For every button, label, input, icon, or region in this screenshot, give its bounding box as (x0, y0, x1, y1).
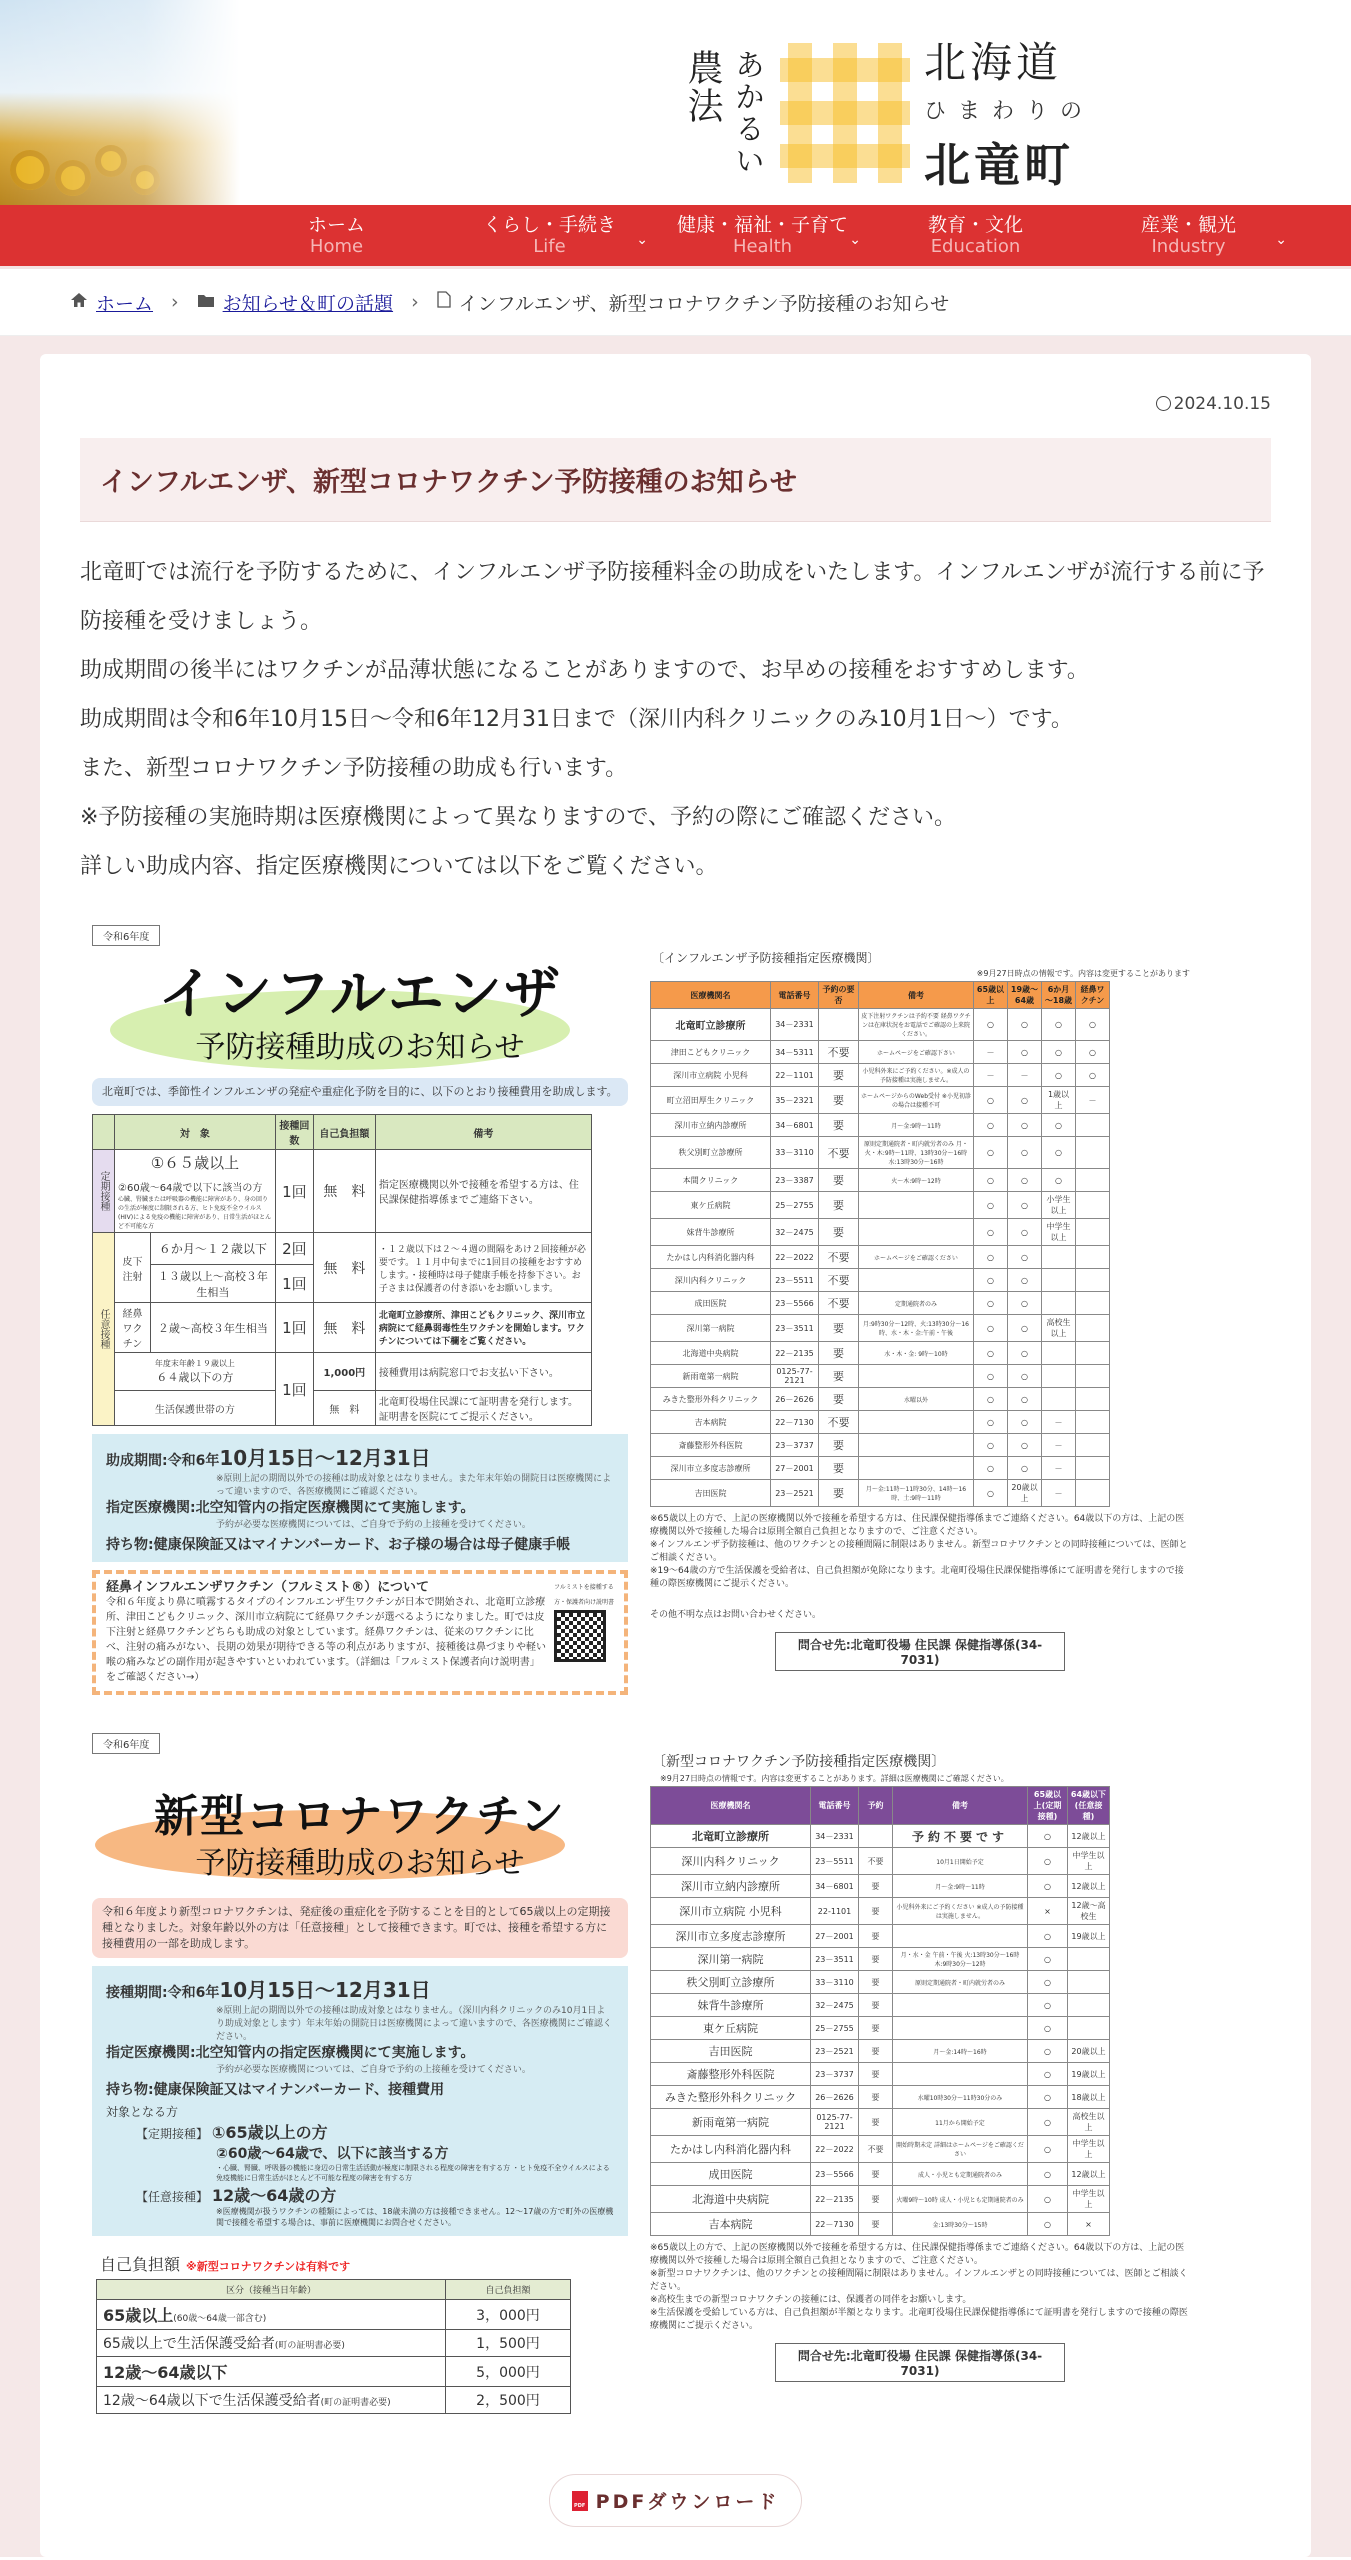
home-icon (70, 292, 88, 313)
pdf-download-button[interactable] (549, 2474, 803, 2527)
article-intro (80, 548, 1271, 891)
table-row: 深川市立病院 小児科 22－1101 要 小児科外来にご予約ください。※成人の予防接種は実施しません。 － － ○ ○ (651, 1064, 1110, 1087)
table-row: 秩父別町立診療所 33－3110 要 原則定期通院者・町内就労者のみ ○ (651, 1971, 1110, 1994)
nav-label-en: Education (930, 236, 1021, 257)
page-body (0, 336, 1351, 2557)
document-icon (437, 291, 451, 313)
table-row: 妹背牛診療所 32－2475 要 ○ (651, 1994, 1110, 2017)
table-row: 吉田医院 23－2521 要 月～金:14時～16時 ○ 20歳以上 (651, 2040, 1110, 2063)
nav-label-ja: ホーム (307, 214, 365, 236)
table-row: 深川第一病院 23－3511 要 月・水・金 午前・午後 火:13時30分～16時 木:9時30分～12時 ○ (651, 1948, 1110, 1971)
table-row: 斎藤整形外科医院 23－3737 要 ○ 19歳以上 (651, 2063, 1110, 2086)
nav-item-life[interactable] (443, 214, 656, 257)
intro-paragraph: 助成期間は令和6年10月15日～令和6年12月31日まで（深川内科クリニックのみ10月1日～）です。 (80, 707, 1073, 732)
table-row: 深川市立納内診療所 34－6801 要 月～金:9時～11時 ○ 12歳以上 (651, 1875, 1110, 1898)
flu-subsidy-table: 対 象 接種回数 自己負担額 備考 定期接種 ①６５歳以上 ②60歳～64歳で以下に該当の方 心臓、腎臓または呼吸器の機能に障害があり、身の回りの生活が極度に制限される方、ヒト免疫不全ウイルス(HIV)による免疫の機能に障害があり、日常生活がほとんど不可能な方 1回 無 料 指定医療機関以外で接種を希望する方は、住民課保健指導係までご連絡下さい。 任意接種 皮下注射 ６か月～１２歳以下 2回 無 料 ・１２歳以下は２～４週の間隔をあけ２回接種が必要です。１１月中旬までに1回目の接種をおすすめします。・接種時は母子健康手帳を持参下さい。お子さまは保護者の付き添いをお願いします。 １３歳以上～高校３年生相当 1回 経鼻ワクチン ２歳～高校３年生相当 1回 無 料 北竜町立診療所、津田こどもクリニック、深川市立病院にて経鼻弱毒性生ワクチンを開始します。ワクチンについては下欄をご覧ください。 年度末年齢１９歳以上 ６４歳以下の方 1回 1,000円 接種費用は病院窓口でお支払い下さい。 生活保護世帯の方 無 料 北竜町役場住民課にて証明書を発行します。証明書を医院にてご提示ください。 (92, 1114, 592, 1426)
flu-flyer-image[interactable] (80, 921, 640, 1703)
table-row: 吉本病院 22－7130 不要 ○ ○ － (651, 1411, 1110, 1434)
table-row: みきた整形外科クリニック 26－2626 要 水曜10時30分～11時30分のみ ○ 18歳以上 (651, 2086, 1110, 2109)
covid-institutions-image[interactable]: 〔新型コロナワクチン予防接種指定医療機関〕 ※9月27日時点の情報です。内容は変更することがあります。詳細は医療機関にご確認ください。 医療機関名 電話番号 予約 備考 65歳以上(定期接種) 64歳以下(任意接種) 北竜町立診療所 34－2331 予約不要です ○ 12歳以上 深川内科クリニック 23－5511 不要 10月1日開始予定 ○ 中学生以上 深川市立納内診療所 34－6801 要 月～金:9時～11時 ○ 12歳以上 深川市立病院 小児科 22-1101 要 小児科外来にご予約ください ※成人の予防接種は実施しません。 × 12歳～高校生 深川市立多度志診療所 27－2001 要 ○ 19歳以上 深川第一病院 23－3511 要 月・水・金 午前・午後 火:13時30分～16時 木:9時30分～12時 ○ 秩父別町立診療所 33－3110 要 原則定期通院者・町内就労者のみ ○ 妹背牛診療所 32－2475 要 ○ 東ケ丘病院 25－2755 要 ○ 吉田医院 23－2521 要 月～金:14時～16時 ○ 20歳以上 斎藤整形外科医院 23－3737 要 ○ 19歳以上 みきた整形外科クリニック 26－2626 要 水曜10時30分～11時30分のみ ○ 18歳以上 新雨竜第一病院 0125-77-2121 要 11月から開始予定 ○ 高校生以上 たかはし内科消化器内科 22－2022 不要 開始時期未定 詳細はホームページをご確認ください ○ 中学生以上 成田医院 23－5566 要 成人・小児とも定期通院者のみ ○ 12歳以上 北海道中央病院 22－2135 要 火曜9時～10時 成人・小児とも定期通院者のみ ○ 中学生以上 吉本病院 22－7130 要 金:13時30分～15時 ○ × ※65歳以上の方で、上記の医療機関以外で接種を希望する方は、住民課保健指導係までご連絡ください。64歳以下の方は、上記の医療機関以外で接種した場合は原則全額自己負担となりますので、ご注意ください。 ※新型コロナワクチンは、他のワクチンとの接種間隔に制限はありません。インフルエンザとの同時接種については、医師とご相談ください。 ※高校生までの新型コロナワクチンの接種には、保護者の同伴をお願いします。 ※生活保護を受給している方は、自己負担額が半額となります。北竜町役場住民課保健指導係にて証明書を発行しますので接種の際医療機関にご提示ください。 問合せ先:北竜町役場 住民課 保健指導係(34-7031) (640, 1703, 1200, 2414)
nav-label-ja: 健康・福祉・子育て (676, 214, 848, 236)
global-nav (0, 205, 1351, 269)
flyer-grid (80, 921, 1271, 2414)
table-row: 12歳～64歳以下で生活保護受給者(町の証明書必要) 2，500円 (97, 2387, 571, 2414)
logo-town-name (924, 30, 1094, 195)
table-row: 北海道中央病院 22－2135 要 水・木・金: 9時～10時 ○ ○ (651, 1342, 1110, 1365)
folder-icon (197, 292, 215, 313)
table-row: 斎藤整形外科医院 23－3737 要 ○ ○ － (651, 1434, 1110, 1457)
site-header (0, 0, 1351, 205)
chevron-down-icon: ⌄ (1275, 232, 1287, 248)
flumist-box: 経鼻インフルエンザワクチン（フルミスト®）について 令和６年度より鼻に噴霧するタイプのインフルエンザ生ワクチンが日本で開始され、北竜町立診療所、津田こどもクリニック、深川市立病院にて経鼻ワクチンが選べるようになりました。町では皮下注射と経鼻ワクチンどちらも助成の対象としています。経鼻ワクチンは、従来のワクチンに比べ、注射の痛みがない、長期の効果が期待できる等の利点がありますが、接種後は鼻づまりや軽い喉の痛みなどの副作用が起きやすいといわれています。（詳細は「フルミスト保護者向け説明書」をご確認ください→） フルミストを接種する方・保護者向け説明書 (92, 1570, 628, 1695)
sunflower-hero-image (0, 0, 240, 205)
logo-town: 北竜町 (924, 138, 1074, 192)
table-row: 北竜町立診療所 34－2331 予約不要です ○ 12歳以上 (651, 1825, 1110, 1848)
nav-label-ja: 教育・文化 (927, 214, 1023, 236)
table-row: 東ケ丘病院 25－2755 要 ○ (651, 2017, 1110, 2040)
table-row: 津田こどもクリニック 34－5311 不要 ホームページをご確認下さい － ○ ○ ○ (651, 1041, 1110, 1064)
table-row: 北海道中央病院 22－2135 要 火曜9時～10時 成人・小児とも定期通院者のみ ○ 中学生以上 (651, 2186, 1110, 2213)
table-row: 深川市立多度志診療所 27－2001 要 ○ ○ － (651, 1457, 1110, 1480)
fee-title: 自己負担額 ※新型コロナワクチンは有料です (100, 2255, 351, 2274)
table-row: 深川第一病院 23－3511 要 月:9時30分～12時、火:13時30分～16時、水・木・金:午前・午後 ○ ○ 高校生以上 (651, 1315, 1110, 1342)
table-row: 深川内科クリニック 23－5511 不要 10月1日開始予定 ○ 中学生以上 (651, 1848, 1110, 1875)
table-row: 12歳～64歳以下 5，000円 (97, 2357, 571, 2387)
nav-label-en: Health (732, 236, 793, 257)
logo-slogan (682, 49, 766, 177)
table-row: 深川市立病院 小児科 22-1101 要 小児科外来にご予約ください ※成人の予防接種は実施しません。 × 12歳～高校生 (651, 1898, 1110, 1925)
table-row: 65歳以上(60歳～64歳一部含む) 3，000円 (97, 2300, 571, 2330)
pdf-download-label: PDFダウンロード (595, 2491, 780, 2513)
flu-flyer-subtitle: 予防接種助成のお知らせ (195, 1030, 525, 1065)
covid-institutions-table: 医療機関名 電話番号 予約 備考 65歳以上(定期接種) 64歳以下(任意接種) 北竜町立診療所 34－2331 予約不要です ○ 12歳以上 深川内科クリニック 23－5511 不要 10月1日開始予定 ○ 中学生以上 深川市立納内診療所 34－6801 要 月～金:9時～11時 ○ 12歳以上 深川市立病院 小児科 22-1101 要 小児科外来にご予約ください ※成人の予防接種は実施しません。 × 12歳～高校生 深川市立多度志診療所 27－2001 要 ○ 19歳以上 深川第一病院 23－3511 要 月・水・金 午前・午後 火:13時30分～16時 木:9時30分～12時 ○ 秩父別町立診療所 33－3110 要 原則定期通院者・町内就労者のみ ○ 妹背牛診療所 32－2475 要 ○ 東ケ丘病院 25－2755 要 ○ 吉田医院 23－2521 要 月～金:14時～16時 ○ 20歳以上 斎藤整形外科医院 23－3737 要 ○ 19歳以上 みきた整形外科クリニック 26－2626 要 水曜10時30分～11時30分のみ ○ 18歳以上 新雨竜第一病院 0125-77-2121 要 11月から開始予定 ○ 高校生以上 たかはし内科消化器内科 22－2022 不要 開始時期未定 詳細はホームページをご確認ください ○ 中学生以上 成田医院 23－5566 要 成人・小児とも定期通院者のみ ○ 12歳以上 北海道中央病院 22－2135 要 火曜9時～10時 成人・小児とも定期通院者のみ ○ 中学生以上 吉本病院 22－7130 要 金:13時30分～15時 ○ × (650, 1786, 1110, 2236)
nav-label-en: Industry (1151, 236, 1226, 257)
year-tag: 令和6年度 (92, 925, 160, 946)
table-row: 深川市立納内診療所 34－6801 要 月～金:9時～11時 ○ ○ ○ (651, 1114, 1110, 1137)
intro-paragraph: 助成期間の後半にはワクチンが品薄状態になることがありますので、お早めの接種をおすすめします。 (80, 658, 1089, 683)
logo-slogan-col2: あかるい (729, 48, 764, 177)
table-row: 吉田医院 23－2521 要 月～金:11時～11時30分、14時～16時、土:9時～11時 ○ 20歳以上 － (651, 1480, 1110, 1507)
logo-slogan-col1: 農法 (682, 48, 723, 125)
table-row: 吉本病院 22－7130 要 金:13時30分～15時 ○ × (651, 2213, 1110, 2236)
nav-label-en: Home (309, 236, 364, 257)
flu-institutions-image[interactable]: 〔インフルエンザ予防接種指定医療機関〕 ※9月27日時点の情報です。内容は変更することがあります 医療機関名 電話番号 予約の要否 備考 65歳以上 19歳～64歳 6か月～18歳 経鼻ワクチン 北竜町立診療所 34－2331 皮下注射ワクチンは予約不要 経鼻ワクチンは在庫状況をお電話でご確認の上来院ください。 ○ ○ ○ ○ 津田こどもクリニック 34－5311 不要 ホームページをご確認下さい － ○ ○ ○ 深川市立病院 小児科 22－1101 要 小児科外来にご予約ください。※成人の予防接種は実施しません。 － － ○ ○ 町立沼田厚生クリニック 35－2321 要 ホームページからのWeb受付 ※小児初診の場合は接種不可 ○ ○ 1歳以上 － 深川市立納内診療所 34－6801 要 月～金:9時～11時 ○ ○ ○ 秩父別町立診療所 33－3110 不要 原則定期通院者・町内就労者のみ 月・火・木:9時～11時、13時30分～16時 水:13時30分～16時 ○ ○ ○ 本間クリニック 23－3387 要 火～木:9時～12時 ○ ○ ○ 東ケ丘病院 25－2755 要 ○ ○ 小学生以上 妹背牛診療所 32－2475 要 ○ ○ 中学生以上 たかはし内科消化器内科 22－2022 不要 ホームページをご確認ください ○ ○ 深川内科クリニック 23－5511 不要 ○ ○ 成田医院 23－5566 不要 定期通院者のみ ○ ○ 深川第一病院 23－3511 要 月:9時30分～12時、火:13時30分～16時、水・木・金:午前・午後 ○ ○ 高校生以上 北海道中央病院 22－2135 要 水・木・金: 9時～10時 ○ ○ 新雨竜第一病院 0125-77-2121 要 ○ ○ みきた整形外科クリニック 26－2626 要 水曜以外 ○ ○ 吉本病院 22－7130 不要 ○ ○ － 斎藤整形外科医院 23－3737 要 ○ ○ － 深川市立多度志診療所 27－2001 要 ○ ○ － 吉田医院 23－2521 要 月～金:11時～11時30分、14時～16時、土:9時～11時 ○ 20歳以上 － ※65歳以上の方で、上記の医療機関以外で接種を希望する方は、住民課保健指導係までご連絡ください。64歳以下の方は、上記の医療機関以外で接種した場合は原則全額自己負担となりますので、ご注意ください。 ※インフルエンザ予防接種は、他のワクチンとの接種間隔に制限はありません。新型コロナワクチンとの同時接種については、医師とご相談ください。 ※19～64歳の方で生活保護を受給者は、自己負担額が免除になります。北竜町役場住民課保健指導係にて証明書を発行しますので接種の際医療機関にご提示ください。 その他不明な点はお問い合わせください。 問合せ先:北竜町役場 住民課 保健指導係(34-7031) (640, 921, 1200, 1703)
nav-item-education[interactable] (869, 214, 1082, 257)
table-row: みきた整形外科クリニック 26－2626 要 水曜以外 ○ ○ (651, 1388, 1110, 1411)
table-row: 本間クリニック 23－3387 要 火～木:9時～12時 ○ ○ ○ (651, 1169, 1110, 1192)
flu-footnotes: ※65歳以上の方で、上記の医療機関以外で接種を希望する方は、住民課保健指導係までご連絡ください。64歳以下の方は、上記の医療機関以外で接種した場合は原則全額自己負担となりますので、ご注意ください。 ※インフルエンザ予防接種は、他のワクチンとの接種間隔に制限はありません。新型コロナワクチンとの同時接種については、医師とご相談ください。 ※19～64歳の方で生活保護を受給者は、自己負担額が免除になります。北竜町役場住民課保健指導係にて証明書を発行しますので接種の際医療機関にご提示ください。 その他不明な点はお問い合わせください。 (650, 1514, 1188, 1620)
intro-paragraph: 詳しい助成内容、指定医療機関については以下をご覧ください。 (80, 854, 718, 879)
intro-paragraph: ※予防接種の実施時期は医療機関によって異なりますので、予約の際にご確認ください。 (80, 805, 956, 830)
table-row: 秩父別町立診療所 33－3110 不要 原則定期通院者・町内就労者のみ 月・火・木:9時～11時、13時30分～16時 水:13時30分～16時 ○ ○ ○ (651, 1137, 1110, 1169)
download-area (80, 2474, 1271, 2527)
nav-label-en: Life (533, 236, 566, 257)
table-row: 新雨竜第一病院 0125-77-2121 要 11月から開始予定 ○ 高校生以上 (651, 2109, 1110, 2136)
table-row: 成田医院 23－5566 要 成人・小児とも定期通院者のみ ○ 12歳以上 (651, 2163, 1110, 2186)
chevron-down-icon: ⌄ (849, 232, 861, 248)
breadcrumb-separator: › (171, 291, 179, 313)
logo-tagline: ひまわりの (924, 99, 1095, 124)
chevron-down-icon: ⌄ (636, 232, 648, 248)
article-card (40, 354, 1311, 2557)
covid-footnotes: ※65歳以上の方で、上記の医療機関以外で接種を希望する方は、住民課保健指導係までご連絡ください。64歳以下の方は、上記の医療機関以外で接種した場合は原則全額自己負担となりますので、ご注意ください。 ※新型コロナワクチンは、他のワクチンとの接種間隔に制限はありません。インフルエンザとの同時接種については、医師とご相談ください。 ※高校生までの新型コロナワクチンの接種には、保護者の同伴をお願いします。 ※生活保護を受給している方は、自己負担額が半額となります。北竜町役場住民課保健指導係にて証明書を発行しますので接種の際医療機関にご提示ください。 (650, 2243, 1188, 2331)
logo-prefecture: 北海道 (924, 38, 1063, 87)
post-date (80, 394, 1271, 414)
gingham-logo-mark (780, 43, 910, 183)
intro-paragraph: 北竜町では流行を予防するために、インフルエンザ予防接種料金の助成をいたします。インフルエンザが流行する前に予防接種を受けましょう。 (80, 560, 1265, 634)
table-row: 新雨竜第一病院 0125-77-2121 要 ○ ○ (651, 1365, 1110, 1388)
contact-box: 問合せ先:北竜町役場 住民課 保健指導係(34-7031) (775, 2343, 1065, 2382)
table-row: 深川内科クリニック 23－5511 不要 ○ ○ (651, 1269, 1110, 1292)
flu-institutions-table: 医療機関名 電話番号 予約の要否 備考 65歳以上 19歳～64歳 6か月～18歳 経鼻ワクチン 北竜町立診療所 34－2331 皮下注射ワクチンは予約不要 経鼻ワクチンは在庫状況をお電話でご確認の上来院ください。 ○ ○ ○ ○ 津田こどもクリニック 34－5311 不要 ホームページをご確認下さい － ○ ○ ○ 深川市立病院 小児科 22－1101 要 小児科外来にご予約ください。※成人の予防接種は実施しません。 － － ○ ○ 町立沼田厚生クリニック 35－2321 要 ホームページからのWeb受付 ※小児初診の場合は接種不可 ○ ○ 1歳以上 － 深川市立納内診療所 34－6801 要 月～金:9時～11時 ○ ○ ○ 秩父別町立診療所 33－3110 不要 原則定期通院者・町内就労者のみ 月・火・木:9時～11時、13時30分～16時 水:13時30分～16時 ○ ○ ○ 本間クリニック 23－3387 要 火～木:9時～12時 ○ ○ ○ 東ケ丘病院 25－2755 要 ○ ○ 小学生以上 妹背牛診療所 32－2475 要 ○ ○ 中学生以上 たかはし内科消化器内科 22－2022 不要 ホームページをご確認ください ○ ○ 深川内科クリニック 23－5511 不要 ○ ○ 成田医院 23－5566 不要 定期通院者のみ ○ ○ 深川第一病院 23－3511 要 月:9時30分～12時、火:13時30分～16時、水・木・金:午前・午後 ○ ○ 高校生以上 北海道中央病院 22－2135 要 水・木・金: 9時～10時 ○ ○ 新雨竜第一病院 0125-77-2121 要 ○ ○ みきた整形外科クリニック 26－2626 要 水曜以外 ○ ○ 吉本病院 22－7130 不要 ○ ○ － 斎藤整形外科医院 23－3737 要 ○ ○ － 深川市立多度志診療所 27－2001 要 ○ ○ － 吉田医院 23－2521 要 月～金:11時～11時30分、14時～16時、土:9時～11時 ○ 20歳以上 － (650, 981, 1110, 1507)
qr-code (554, 1610, 606, 1662)
breadcrumb-category-link[interactable]: お知らせ＆町の話題 (222, 292, 394, 315)
table-row: 深川市立多度志診療所 27－2001 要 ○ 19歳以上 (651, 1925, 1110, 1948)
table-row: 町立沼田厚生クリニック 35－2321 要 ホームページからのWeb受付 ※小児初診の場合は接種不可 ○ ○ 1歳以上 － (651, 1087, 1110, 1114)
table-row: たかはし内科消化器内科 22－2022 不要 開始時期未定 詳細はホームページをご確認ください ○ 中学生以上 (651, 2136, 1110, 2163)
covid-flyer-subtitle: 予防接種助成のお知らせ (195, 1846, 525, 1881)
breadcrumb (0, 269, 1351, 336)
covid-flyer-title: 新型コロナワクチン (154, 1791, 566, 1842)
nav-label-ja: 産業・観光 (1140, 214, 1236, 236)
year-tag: 令和6年度 (92, 1733, 160, 1754)
flu-flyer-title: インフルエンザ (158, 962, 562, 1027)
clock-icon (1156, 396, 1171, 411)
site-logo[interactable] (682, 30, 1094, 195)
covid-fee-table: 区分（接種当日年齢） 自己負担額 65歳以上(60歳～64歳一部含む) 3，000円 65歳以上で生活保護受給者(町の証明書必要) 1，500円 12歳～64歳以下 5，000円 12歳～64歳以下で生活保護受給者(町の証明書必要) 2，500円 (96, 2279, 571, 2414)
table-row: 妹背牛診療所 32－2475 要 ○ ○ 中学生以上 (651, 1219, 1110, 1246)
nav-item-industry[interactable] (1082, 214, 1295, 257)
article-title-box (80, 438, 1271, 522)
pdf-file-icon: PDF (572, 2491, 588, 2511)
post-date-text: 2024.10.15 (1173, 394, 1271, 414)
table-row: 東ケ丘病院 25－2755 要 ○ ○ 小学生以上 (651, 1192, 1110, 1219)
nav-label-ja: くらし・手続き (482, 214, 616, 236)
covid-flyer-intro: 令和６年度より新型コロナワクチンは、発症後の重症化を予防することを目的として65歳以上の定期接種となりました。対象年齢以外の方は「任意接種」として接種できます。町では、接種を希望する方に接種費用の一部を助成します。 (92, 1898, 628, 1958)
covid-period-box: 接種期間:令和6年10月15日～12月31日 ※原則上記の期間以外での接種は助成対象とはなりません。（深川内科クリニックのみ10月1日より助成対象とします）年末年始の開院日は医療機関によって違いますので、各医療機関にご確認ください。 指定医療機関:北空知管内の指定医療機関にて実施します。 予約が必要な医療機関については、ご自身で予約の上接種を受けてください。 持ち物:健康保険証又はマイナンバーカード、接種費用 対象となる方 【定期接種】 ①65歳以上の方 ②60歳～64歳で、以下に該当する方 ・心臓、腎臓、呼吸器の機能に身辺の日常生活活動が極度に制限される程度の障害を有する方 ・ヒト免疫不全ウイルスによる免疫機能に日常生活がほとんど不可能な程度の障害を有する方 【任意接種】 12歳～64歳の方 ※医療機関が扱うワクチンの種類によっては、18歳未満の方は接種できません。12～17歳の方で町外の医療機関で接種を希望する場合は、事前に医療機関にお問合せください。 (92, 1966, 628, 2236)
flu-flyer-intro: 北竜町では、季節性インフルエンザの発症や重症化予防を目的に、以下のとおり接種費用を助成します。 (92, 1078, 628, 1106)
breadcrumb-current: インフルエンザ、新型コロナワクチン予防接種のお知らせ (458, 292, 950, 315)
table-row: 65歳以上で生活保護受給者(町の証明書必要) 1，500円 (97, 2330, 571, 2357)
breadcrumb-home-link[interactable]: ホーム (96, 292, 154, 315)
contact-box: 問合せ先:北竜町役場 住民課 保健指導係(34-7031) (775, 1632, 1065, 1671)
table-row: 北竜町立診療所 34－2331 皮下注射ワクチンは予約不要 経鼻ワクチンは在庫状況をお電話でご確認の上来院ください。 ○ ○ ○ ○ (651, 1009, 1110, 1041)
page-title: インフルエンザ、新型コロナワクチン予防接種のお知らせ (100, 467, 797, 498)
covid-flyer-image[interactable] (80, 1703, 640, 2414)
nav-item-health[interactable] (656, 214, 869, 257)
intro-paragraph: また、新型コロナワクチン予防接種の助成も行います。 (80, 756, 628, 781)
flu-period-box: 助成期間:令和6年10月15日～12月31日 ※原則上記の期間以外での接種は助成対象とはなりません。また年末年始の開院日は医療機関によって違いますので、各医療機関にご確認ください。 指定医療機関:北空知管内の指定医療機関にて実施します。 予約が必要な医療機関については、ご自身で予約の上接種を受けてください。 持ち物:健康保険証又はマイナンバーカード、お子様の場合は母子健康手帳 (92, 1434, 628, 1562)
table-row: たかはし内科消化器内科 22－2022 不要 ホームページをご確認ください ○ ○ (651, 1246, 1110, 1269)
nav-item-home[interactable] (230, 214, 443, 257)
table-row: 成田医院 23－5566 不要 定期通院者のみ ○ ○ (651, 1292, 1110, 1315)
breadcrumb-separator: › (411, 291, 419, 313)
